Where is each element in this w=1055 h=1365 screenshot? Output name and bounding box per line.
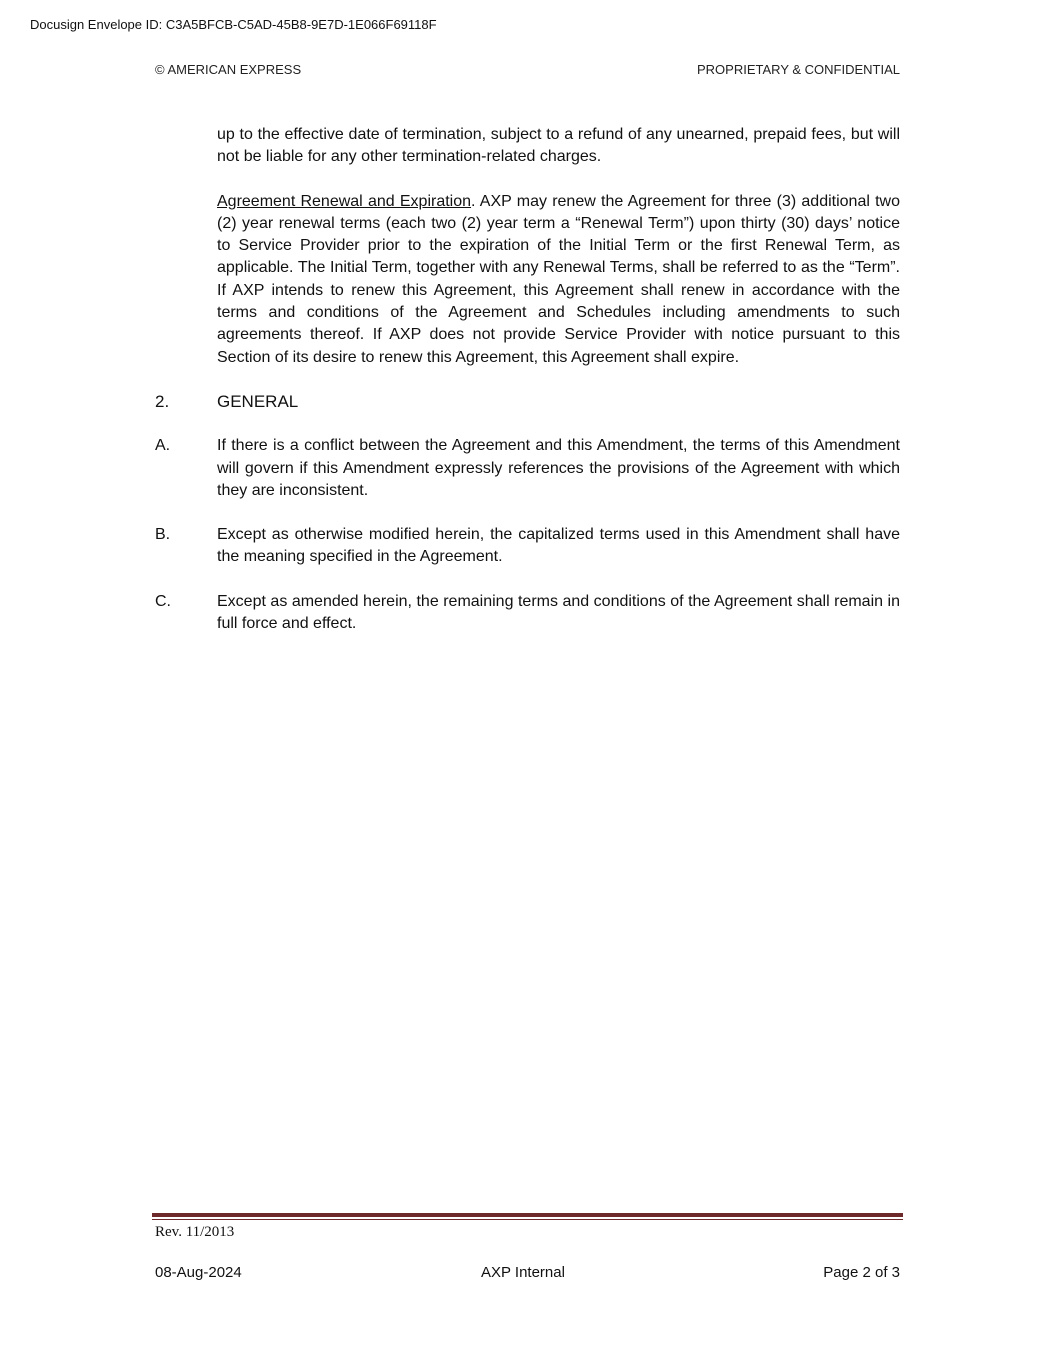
clause-b — [155, 524, 900, 569]
renewal-paragraph — [217, 191, 900, 369]
clause-text: Except as amended herein, the remaining terms and conditions of the Agreement shall remain in full force and effect. — [217, 592, 900, 633]
clause-letter: A. — [155, 437, 171, 455]
section-title: GENERAL — [217, 391, 299, 411]
header-confidentiality: PROPRIETARY & CONFIDENTIAL — [697, 62, 900, 77]
renewal-section-title: Agreement Renewal and Expiration — [217, 192, 472, 210]
footer-divider-thin — [152, 1219, 903, 1220]
section-general-heading — [155, 391, 900, 413]
termination-continuation-paragraph: up to the effective date of termination, subject to a refund of any unearned, prepaid fees, but will not be liable for any other termination-related charges. — [217, 126, 900, 166]
clause-a — [155, 435, 900, 502]
clause-text: Except as otherwise modified herein, the capitalized terms used in this Amendment shall have the meaning specified in the Agreement. — [217, 526, 900, 566]
footer-divider — [152, 1213, 903, 1217]
revision-label: Rev. 11/2013 — [155, 1224, 235, 1240]
footer-date: 08-Aug-2024 — [155, 1264, 242, 1281]
footer-page-number: Page 2 of 3 — [823, 1264, 900, 1281]
header-company: © AMERICAN EXPRESS — [155, 62, 302, 77]
clause-text: If there is a conflict between the Agreement and this Amendment, the terms of this Amendment will govern if this Amendment expressly references the provisions of the Agreement with which they are inconsistent. — [217, 437, 900, 499]
docusign-envelope-id: Docusign Envelope ID: C3A5BFCB-C5AD-45B8-9E7D-1E066F69118F — [30, 17, 437, 32]
section-number: 2. — [155, 391, 170, 411]
clause-letter: C. — [155, 592, 171, 610]
renewal-section-body: . AXP may renew the Agreement for three (3) additional two (2) year renewal terms (each two (2) year term a “Renewal Term”) upon thirty (30) days’ notice to Service Provider prior to the expiration of the Initial Term or the first Renewal Term, as applicable. The Initial Term, together with any Renewal Terms, shall be referred to as the “Term”. If AXP intends to renew this Agreement, this Agreement shall renew in accordance with the terms and conditions of the Agreement and Schedules including amendments to such agreements thereof. If AXP does not provide Service Provider with notice pursuant to this Section of its desire to renew this Agreement, this Agreement shall expire. — [217, 192, 901, 366]
document-body — [155, 124, 900, 657]
clause-c — [155, 591, 900, 636]
footer-classification: AXP Internal — [481, 1264, 565, 1281]
clause-letter: B. — [155, 526, 171, 544]
